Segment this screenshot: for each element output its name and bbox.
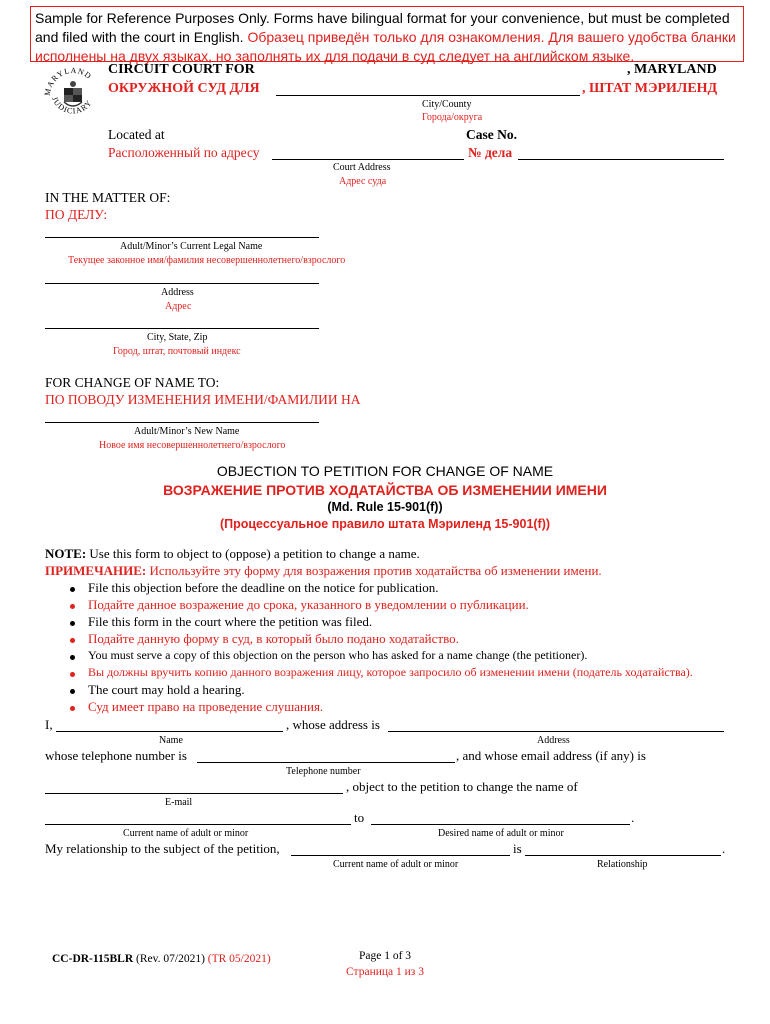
form-translation-revision: (TR 05/2021)	[204, 953, 271, 965]
note-text-ru: Используйте эту форму для возражения против ходатайства об изменении имени.	[146, 563, 602, 578]
new-name-caption-ru: Новое имя несовершеннолетнего/взрослого	[99, 440, 286, 451]
seal-icon	[40, 58, 106, 124]
bullet-dot-icon	[70, 706, 75, 711]
name-caption: Name	[159, 735, 183, 746]
note-bullet-item: Вы должны вручить копию данного возражения лицу, которое запросило об изменении имени (податель ходатайства).	[88, 665, 693, 679]
city-state-zip-field[interactable]	[45, 328, 319, 329]
page-number-ru: Страница 1 из 3	[346, 966, 424, 978]
seal-top-text: MARYLAND	[42, 65, 94, 97]
subject-name-field[interactable]	[291, 855, 510, 856]
city-county-caption-en: City/County	[422, 99, 472, 110]
to-label: to	[354, 810, 365, 825]
bullet-dot-icon	[70, 638, 75, 643]
i-label: I,	[45, 717, 53, 732]
court-address-field[interactable]	[272, 159, 464, 160]
change-of-name-to-en: FOR CHANGE OF NAME TO:	[45, 375, 220, 390]
relationship-text: My relationship to the subject of the petition,	[45, 841, 280, 856]
relationship-field[interactable]	[525, 855, 721, 856]
case-number-field[interactable]	[518, 159, 724, 160]
matter-address-caption-en: Address	[161, 287, 194, 298]
note-bullet-item: You must serve a copy of this objection on the person who has asked for a name change (the petitioner).	[88, 648, 588, 662]
note-ru	[45, 563, 602, 579]
court-label-en: CIRCUIT COURT FOR	[108, 62, 255, 77]
current-legal-name-caption-en: Adult/Minor’s Current Legal Name	[120, 241, 263, 252]
bullet-dot-icon	[70, 689, 75, 694]
city-county-field[interactable]	[276, 95, 580, 96]
note-bullet-item: File this form in the court where the petition was filed.	[88, 614, 373, 629]
new-name-caption-en: Adult/Minor’s New Name	[134, 426, 240, 437]
telephone-caption: Telephone number	[286, 766, 361, 777]
note-bullet-item: Подайте данную форму в суд, в который было подано ходатайство.	[88, 631, 459, 646]
city-county-caption-ru: Города/округа	[422, 112, 483, 123]
note-bullet-item: Подайте данное возражение до срока, указанного в уведомлении о публикации.	[88, 597, 529, 612]
located-at-ru: Расположенный по адресу	[108, 145, 260, 160]
period-label-2: .	[722, 841, 726, 856]
located-at-en: Located at	[108, 127, 165, 142]
bullet-dot-icon	[70, 621, 75, 626]
state-label-en: , MARYLAND	[627, 62, 717, 77]
desired-name-field[interactable]	[371, 824, 630, 825]
form-id-code: CC-DR-115BLR	[52, 953, 134, 965]
form-title-ru: ВОЗРАЖЕНИЕ ПРОТИВ ХОДАТАЙСТВА ОБ ИЗМЕНЕНИИ ИМЕНИ	[163, 482, 607, 498]
banner-english: Sample for Reference Purposes Only. Forms have bilingual format for your convenience, but must be completed and filed with the court in English.	[35, 10, 730, 45]
note-bullet-item: Суд имеет право на проведение слушания.	[88, 699, 324, 714]
address-caption: Address	[537, 735, 570, 746]
sample-banner	[30, 6, 744, 62]
period-label: .	[631, 810, 635, 825]
note-bullet-item: The court may hold a hearing.	[88, 682, 245, 697]
note-en	[45, 546, 420, 562]
form-title-en: OBJECTION TO PETITION FOR CHANGE OF NAME	[216, 463, 554, 479]
email-caption: E-mail	[165, 797, 193, 808]
city-state-zip-caption-ru: Город, штат, почтовый индекс	[113, 346, 241, 357]
relationship-caption: Relationship	[597, 859, 648, 870]
matter-address-caption-ru: Адрес	[165, 301, 192, 312]
rule-reference-en: (Md. Rule 15-901(f))	[327, 500, 443, 514]
form-id	[52, 953, 271, 965]
seal-bottom-text: JUDICIARY	[50, 95, 94, 116]
bullet-dot-icon	[70, 604, 75, 609]
desired-name-caption: Desired name of adult or minor	[438, 828, 564, 839]
rule-reference-ru: (Процессуальное правило штата Мэриленд 15-901(f))	[219, 517, 551, 531]
whose-address-label: , whose address is	[286, 717, 380, 732]
bullet-dot-icon	[70, 587, 75, 592]
form-revision: (Rev. 07/2021)	[133, 953, 205, 965]
court-label-ru: ОКРУЖНОЙ СУД ДЛЯ	[108, 81, 260, 96]
bullet-dot-icon	[70, 655, 75, 660]
case-no-en: Case No.	[466, 127, 517, 142]
object-to-label: , object to the petition to change the name of	[346, 779, 578, 794]
page-number-en: Page 1 of 3	[358, 950, 412, 962]
note-text-en: Use this form to object to (oppose) a petition to change a name.	[86, 546, 420, 561]
objector-address-field[interactable]	[388, 731, 724, 732]
is-label: is	[513, 841, 522, 856]
note-label-ru: ПРИМЕЧАНИЕ:	[45, 563, 147, 578]
telephone-field[interactable]	[197, 762, 455, 763]
state-label-ru: , ШТАТ МЭРИЛЕНД	[582, 81, 718, 96]
whose-phone-label: whose telephone number is	[45, 748, 187, 763]
change-of-name-to-ru: ПО ПОВОДУ ИЗМЕНЕНИЯ ИМЕНИ/ФАМИЛИИ НА	[45, 392, 361, 407]
bullet-dot-icon	[70, 672, 75, 677]
email-field[interactable]	[45, 793, 343, 794]
note-label-en: NOTE:	[45, 546, 87, 561]
current-name-field[interactable]	[45, 824, 351, 825]
court-address-caption-ru: Адрес суда	[339, 176, 387, 187]
new-name-field[interactable]	[45, 422, 319, 423]
maryland-judiciary-seal	[40, 58, 106, 124]
current-legal-name-field[interactable]	[45, 237, 319, 238]
city-state-zip-caption-en: City, State, Zip	[147, 332, 208, 343]
objector-name-field[interactable]	[56, 731, 283, 732]
matter-address-field[interactable]	[45, 283, 319, 284]
banner-russian: Образец приведён только для ознакомления. Для вашего удобства бланки исполнены на двух языках, но заполнять их для подачи в суд следует на английском языке.	[35, 29, 736, 64]
current-legal-name-caption-ru: Текущее законное имя/фамилия несовершеннолетнего/взрослого	[68, 255, 346, 266]
note-bullet-item: File this objection before the deadline on the notice for publication.	[88, 580, 439, 595]
in-the-matter-of-ru: ПО ДЕЛУ:	[45, 207, 108, 222]
current-name-caption: Current name of adult or minor	[123, 828, 249, 839]
case-no-ru: № дела	[468, 145, 513, 160]
subject-name-caption: Current name of adult or minor	[333, 859, 459, 870]
in-the-matter-of-en: IN THE MATTER OF:	[45, 190, 171, 205]
whose-email-label: , and whose email address (if any) is	[456, 748, 646, 763]
court-address-caption-en: Court Address	[333, 162, 391, 173]
